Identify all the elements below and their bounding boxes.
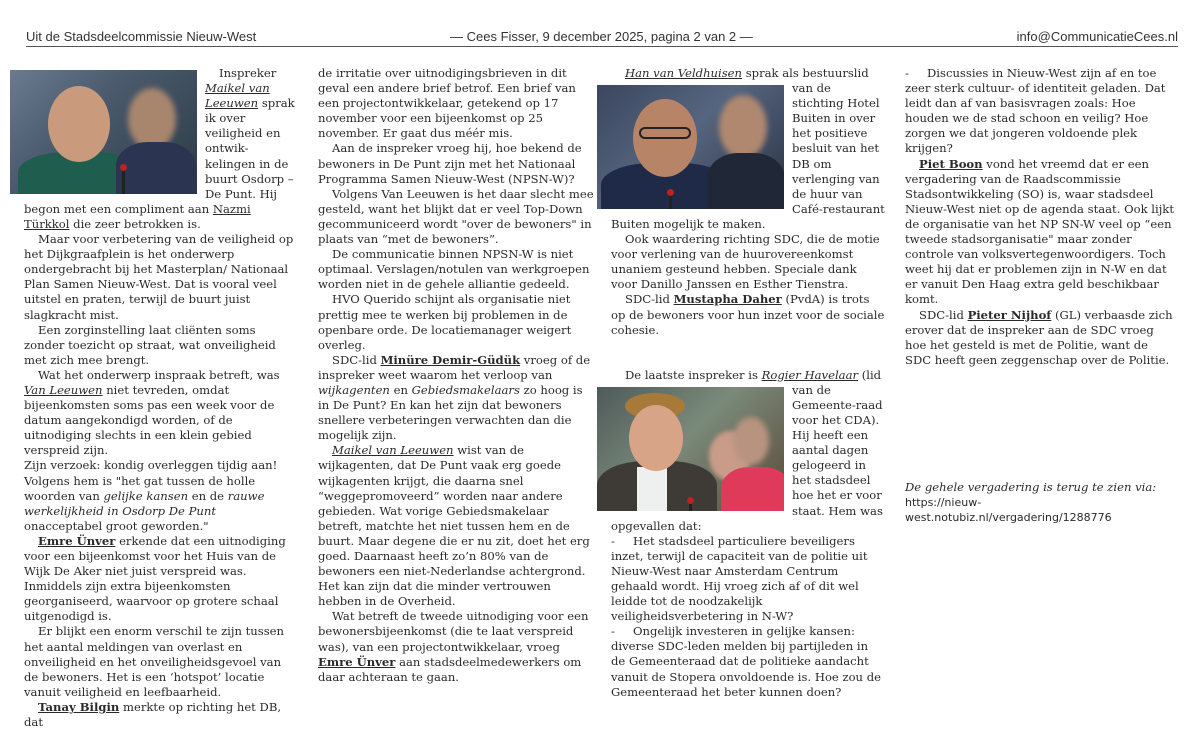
text: De laatste inspreker is: [625, 367, 762, 382]
text: wijkagenten: [318, 382, 390, 397]
person-name-nazmi: Nazmi Türkkol: [24, 201, 251, 231]
header-author-date: — Cees Fisser, 9 december 2025, pagina 2 van 2 —: [450, 29, 753, 44]
text: en de: [188, 488, 228, 503]
text: Gebiedsmakelaars: [411, 382, 520, 397]
bullet-item: [611, 534, 885, 625]
text: onacceptabel groot geworden.": [24, 518, 209, 533]
meeting-link[interactable]: https://nieuw-west.notubiz.nl/vergadering/1288776: [905, 495, 1112, 525]
text: sprak als bestuurslid van de stichting Hotel Buiten in over het positieve besluit van het DB om verlenging van de huur van Café-restaurant Buiten mogelijk te maken.: [611, 66, 885, 231]
paragraph: de irritatie over uitnodigingsbrieven in dit geval een andere brief betrof. Een brief van een projectontwikkelaar, getekend op 17 november voor een bijeenkomst op 25 november. Er gaat dus méér mis.: [318, 66, 576, 141]
paragraph: Maar voor verbetering van de veiligheid op het Dijkgraafplein is het onderwerp ondergebracht bij het Masterplan/ Nationaal Plan Samen Nieuw-West. Dat is vooral veel uitstel en praten, terwijl de buurt juist slagkracht mist.: [24, 232, 294, 322]
spacer: [611, 338, 885, 368]
person-name-pieter: Pieter Nijhof: [967, 307, 1052, 322]
paragraph: [24, 368, 296, 459]
text: Het stadsdeel particuliere beveiligers inzet, terwijl de capaciteit van de politie uit Nieuw-West naar Amsterdam Centrum gehaald wordt. Hij vroeg zich af of dit wel leidde tot de noodzakelijk veiligheidsverbetering in N-W?: [611, 533, 868, 624]
person-name-emre: Emre Ünver: [38, 533, 116, 548]
photo-maikel-van-leeuwen: [10, 70, 197, 194]
text: vond het vreemd dat er een vergadering van de Raadscommissie Stadsontwikkeling (SO) is, waar stadsdeel Nieuw-West niet op de agenda staat. Ook lijkt de organisatie van het NP SN-W veel op “een tweede stadsorganisatie" maar zonder controle van volksvertegenwoordigers. Toch weet hij dat er problemen zijn in N-W en dat er vanuit Den Haag extra geld beschikbaar komt.: [905, 156, 1174, 307]
text: SDC-lid: [625, 292, 674, 307]
paragraph: [24, 534, 296, 625]
paragraph-intro: [611, 66, 885, 232]
paragraph: Ook waardering richting SDC, die de motie voor verlening van de huurovereenkomst unaniem gesteund hebben. Speciale dank voor Danillo Janssen en Esther Tienstra.: [611, 232, 880, 292]
page-header: [26, 28, 1178, 47]
text: SDC-lid: [919, 307, 968, 322]
footer-note: De gehele vergadering is terug te zien via:: [905, 479, 1157, 494]
paragraph-intro: [24, 66, 296, 232]
paragraph: Aan de inspreker vroeg hij, hoe bekend de bewoners in De Punt zijn met het Nationaal Programma Samen Nieuw-West (NPSN-W)?: [318, 141, 582, 186]
bullet-dash: -: [905, 66, 909, 80]
text: erkende dat een uitnodiging voor een bijeenkomst voor het Huis van de Wijk De Aker niet juist verspreid was. Inmiddels zijn extra bijeenkomsten georganiseerd, waarvoor op grotere schaal uitgenodigd is.: [24, 533, 286, 624]
header-section-title: Uit de Stadsdeelcommissie Nieuw-West: [26, 29, 257, 44]
paragraph: [611, 292, 885, 337]
photo-han-van-veldhuisen: [597, 85, 784, 209]
person-name-rogier: Rogier Havelaar: [761, 367, 859, 382]
text: wist van de wijkagenten, dat De Punt vaak erg goede wijkagenten krijgt, die daarna snel “weggepromoveerd” worden naar andere gebieden. Wat vorige Gebiedsmakelaar betreft, matchte het niet tussen hem en de buurt. Maar degene die er nu zit, doet het erg goed. Daarnaast heeft zo’n 80% van de bewoners een niet-Nederlandse achtergrond. Het kan zijn dat die minder vertrouwen hebben in de Overheid.: [318, 443, 590, 609]
paragraph: [24, 700, 296, 730]
text: Inspreker: [219, 66, 277, 80]
column-1: [24, 66, 296, 730]
header-email[interactable]: info@CommunicatieCees.nl: [1016, 29, 1178, 44]
paragraph: [318, 609, 594, 684]
text: die zeer betrokken is.: [69, 216, 201, 231]
photo-rogier-havelaar: [597, 387, 784, 511]
text: Wat betreft de tweede uitnodiging voor een bewonersbijeenkomst (die te laat verspreid was), van een projectontwikkelaar, vroeg: [318, 609, 589, 654]
bullet-item: [611, 624, 885, 699]
text: en: [389, 382, 412, 397]
text: gelijke kansen: [103, 488, 189, 503]
text: niet tevreden, omdat bijeenkomsten soms pas een week voor de datum aangekondigd worden, of de uitnodiging slechts in een klein gebied verspreid zijn.: [24, 382, 275, 458]
column-3: [611, 66, 885, 700]
bullet-dash: -: [611, 624, 615, 639]
column-4: [905, 66, 1177, 525]
person-name-han: Han van Veldhuisen: [625, 66, 743, 80]
paragraph: Een zorginstelling laat cliënten soms zonder toezicht op straat, wat onveiligheid met zich mee brengt.: [24, 322, 276, 367]
spacer: [905, 368, 1177, 480]
column-2: [318, 66, 594, 685]
person-name: Van Leeuwen: [24, 382, 103, 397]
paragraph: [318, 443, 594, 609]
person-name-tanay: Tanay Bilgin: [38, 699, 120, 714]
text: aan stadsdeelmedewerkers om daar achteraan te gaan.: [318, 654, 582, 684]
paragraph: [611, 368, 885, 534]
text: Ongelijk investeren in gelijke kansen: diverse SDC-leden melden bij partijleden in de Gemeenteraad dat de politieke aandacht vanuit de Stopera onvoldoende is. Hoe zou de Gemeenteraad het beter kunnen doen?: [611, 624, 881, 699]
speaker-name-maikel: Maikel van Leeuwen: [205, 81, 270, 111]
bullet-dash: -: [611, 533, 615, 548]
person-name-piet: Piet Boon: [919, 156, 983, 171]
paragraph: [905, 157, 1177, 308]
text: (GL) verbaasde zich erover dat de inspreker aan de SDC vroeg hoe het gesteld is met de Politie, want de SDC heeft geen zeggenschap over de Politie.: [905, 307, 1173, 367]
text: (lid van de Gemeente-raad voor het CDA). Hij heeft een aantal dagen gelogeerd in het stadsdeel hoe het er voor staat. Hem was opgevallen dat:: [611, 367, 883, 533]
bullet-item: [905, 66, 1177, 157]
person-name-minure: Minüre Demir-Güdük: [380, 352, 521, 367]
paragraph: De communicatie binnen NPSN-W is niet optimaal. Verslagen/notulen van werkgroepen worden niet in de gehele alliantie gedeeld.: [318, 247, 590, 292]
paragraph: Volgens Van Leeuwen is het daar slecht mee gesteld, want het blijkt dat er veel Top-Down gecommuniceerd wordt "over de bewoners" in plaats van “met de bewoners”.: [318, 186, 594, 247]
paragraph: Er blijkt een enorm verschil te zijn tussen het aantal meldingen van overlast en onveiligheid en het onveiligheidsgevoel van de bewoners. Het is een ‘hotspot’ locatie vanuit veiligheid en leefbaarheid.: [24, 624, 284, 699]
paragraph: HVO Querido schijnt als organisatie niet prettig mee te werken bij problemen in de openbare orde. De locatiemanager weigert overleg.: [318, 292, 572, 352]
person-name-emre: Emre Ünver: [318, 654, 396, 669]
text: Discussies in Nieuw-West zijn af en toe zeer sterk cultuur- of identiteit geladen. Dat leidt dan af van basisvragen zoals: Hoe houden we de stad schoon en veilig? Hoe zorgen we dat jongeren voldoende plek krijgen?: [905, 66, 1166, 156]
person-name-maikel: Maikel van Leeuwen: [332, 443, 454, 458]
text: sprak ik over veiligheid en ontwik-kelingen in de buurt Osdorp – De Punt. Hij begon met een compliment aan: [24, 96, 295, 216]
text: (PvdA) is trots op de bewoners voor hun inzet voor de sociale cohesie.: [611, 292, 885, 337]
text: Zijn verzoek: kondig overleggen tijdig aan! Volgens hem is "het gat tussen de holle woorden van: [24, 458, 278, 503]
paragraph: [318, 353, 594, 444]
text: vroeg of de inspreker weet waarom het verloop van: [318, 352, 591, 382]
text: zo hoog is in De Punt? En kan het zijn dat bewoners snellere verbeteringen verwachten dan die mogelijk zijn.: [318, 382, 583, 443]
text: rauwe werkelijkheid in Osdorp De Punt: [24, 488, 265, 518]
paragraph: [905, 308, 1177, 368]
text: merkte op richting het DB, dat: [24, 699, 282, 730]
paragraph: [24, 458, 296, 533]
text: Wat het onderwerp inspraak betreft, was: [38, 367, 280, 382]
text: SDC-lid: [332, 352, 381, 367]
person-name-mustapha: Mustapha Daher: [673, 292, 782, 307]
